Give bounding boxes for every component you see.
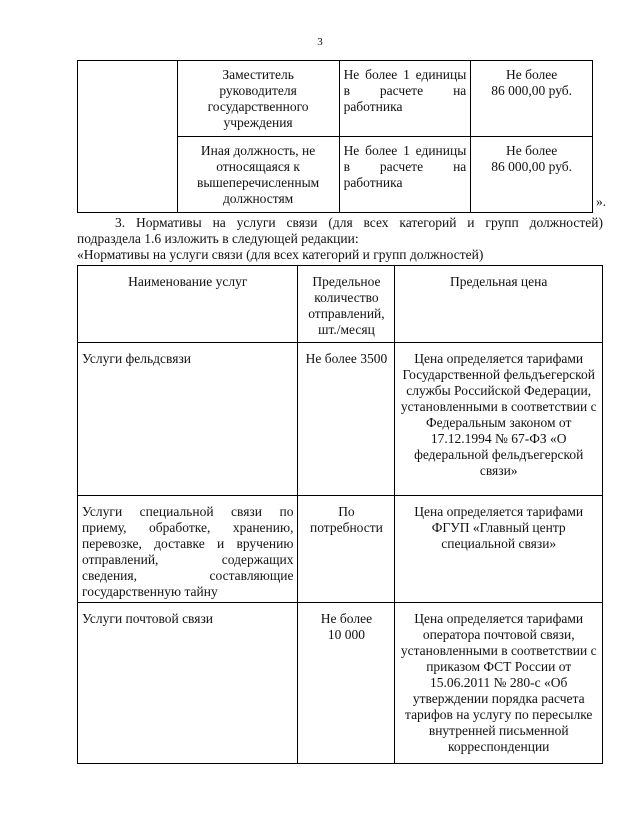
- service-name: [78, 343, 298, 496]
- price-line: Не более: [506, 67, 558, 82]
- service-price: Цена определяется тарифами ФГУП «Главный центр специальной связи»: [395, 496, 603, 603]
- table-row: [78, 603, 603, 764]
- table-row: [78, 496, 603, 603]
- amendment-paragraph: [77, 215, 603, 263]
- paragraph-line: подраздела 1.6 изложить в следующей редакции:: [77, 231, 359, 246]
- quantity-line: в расчете на: [343, 83, 467, 98]
- price-line: 86 000,00 руб.: [491, 159, 573, 174]
- page-number: 3: [317, 36, 323, 48]
- paragraph-line: 3. Нормативы на услуги связи (для всех категорий и групп должностей): [115, 215, 603, 230]
- quantity-cell: [339, 137, 471, 213]
- quantity-line: работника: [343, 175, 403, 190]
- service-name-line: Услуги специальной связи по: [82, 504, 294, 519]
- service-name-line: перевозке, доставке и вручению: [82, 536, 294, 551]
- quantity-line: в расчете на: [343, 159, 467, 174]
- service-name-line: отправлений, содержащих: [82, 552, 294, 567]
- quantity-line: Не более 1 единицы: [343, 143, 467, 158]
- service-quantity: Не более 3500: [298, 343, 395, 496]
- position-cell: Заместитель руководителя государственного учреждения: [177, 61, 339, 137]
- service-name: [78, 496, 298, 603]
- closing-quote: ».: [596, 194, 607, 209]
- price-cell: [471, 137, 593, 213]
- price-cell: [471, 61, 593, 137]
- empty-cell: [78, 61, 178, 213]
- price-line: Не более: [506, 143, 558, 158]
- position-cell: Иная должность, не относящаяся к вышеперечисленным должностям: [177, 137, 339, 213]
- service-price: Цена определяется тарифами оператора почтовой связи, установленными в соответствии с приказом ФСТ России от 15.06.2011 № 280-с «Об утверждении порядка расчета тарифов на услугу по пересылке внутренней письменной корреспонденции: [395, 603, 603, 764]
- quantity-line: работника: [343, 99, 403, 114]
- service-name-line: приему, обработке, хранению,: [82, 520, 294, 535]
- table-row: [78, 61, 593, 137]
- service-name-line: государственную тайну: [82, 584, 218, 599]
- service-name-line: Услуги фельдсвязи: [82, 351, 192, 366]
- paragraph-line: «Нормативы на услуги связи (для всех категорий и групп должностей): [77, 247, 484, 262]
- quantity-cell: [339, 61, 471, 137]
- service-name: [78, 603, 298, 764]
- service-name-line: Услуги почтовой связи: [82, 611, 214, 626]
- quantity-line: Не более 1 единицы: [343, 67, 467, 82]
- table-row: [78, 343, 603, 496]
- header-price: Предельная цена: [395, 266, 603, 343]
- header-name: Наименование услуг: [78, 266, 298, 343]
- table-header-row: [78, 266, 603, 343]
- positions-table: [77, 60, 593, 213]
- header-quantity: Предельное количество отправлений, шт./месяц: [298, 266, 395, 343]
- service-name-line: сведения, составляющие: [82, 568, 294, 583]
- services-table: [77, 265, 603, 764]
- service-price: Цена определяется тарифами Государственной фельдъегерской службы Российской Федерации, установленными в соответствии с Федеральным законом от 17.12.1994 № 67-ФЗ «О федеральной фельдъегерской связи»: [395, 343, 603, 496]
- price-line: 86 000,00 руб.: [491, 83, 573, 98]
- service-quantity: Не более 10 000: [298, 603, 395, 764]
- service-quantity: По потребности: [298, 496, 395, 603]
